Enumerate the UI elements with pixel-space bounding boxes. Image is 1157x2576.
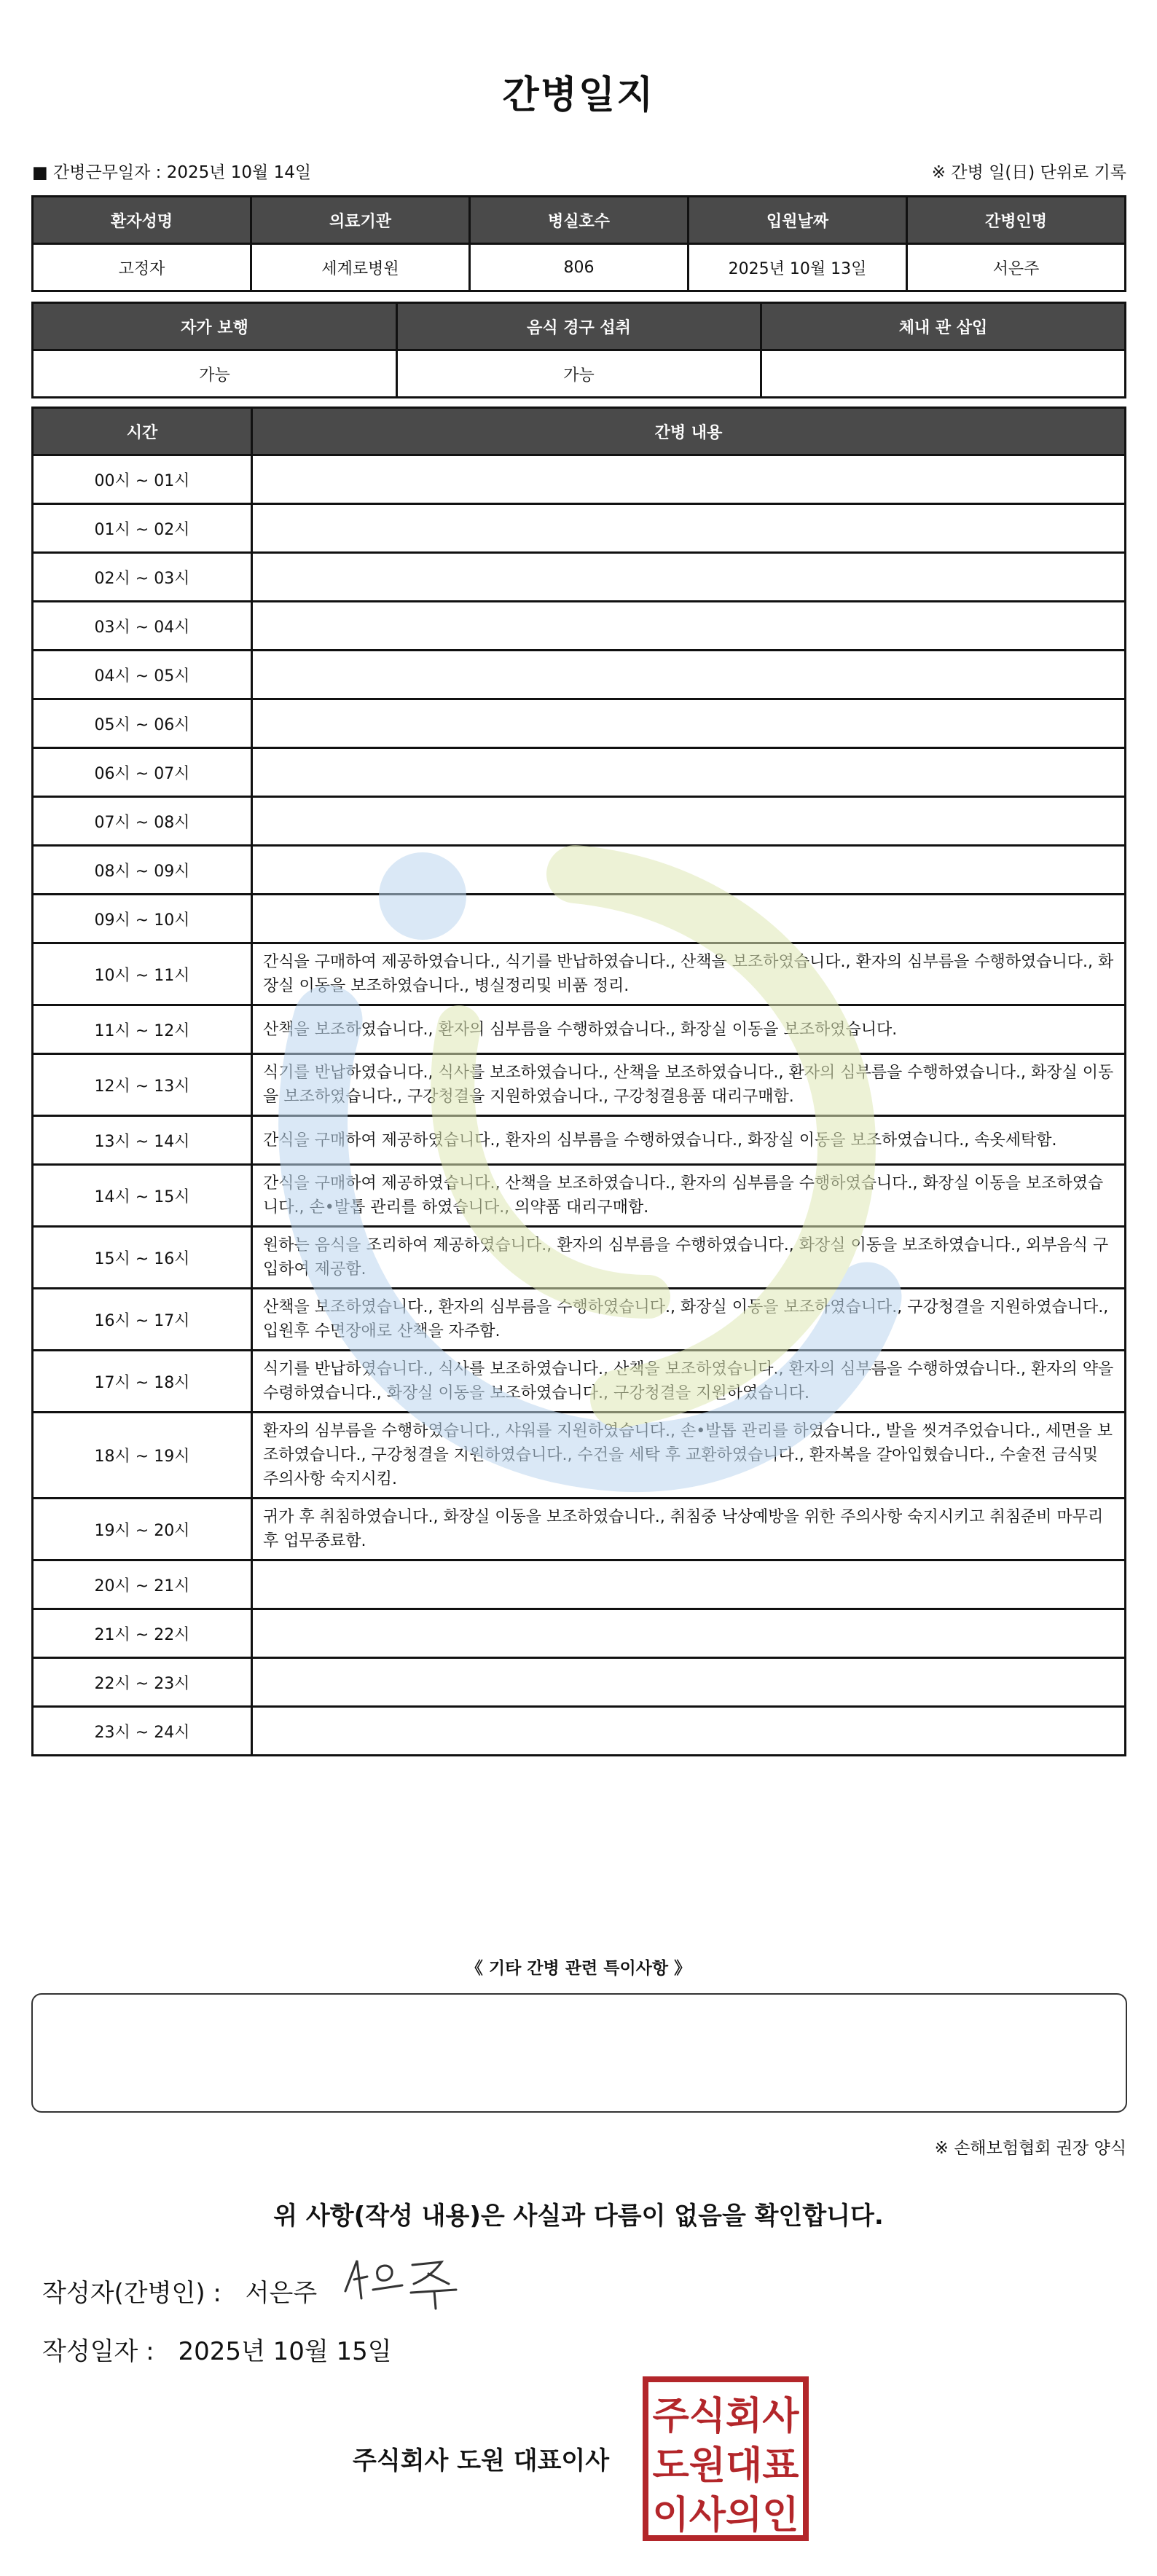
seal-line-3: 이사의인 [652, 2493, 799, 2537]
header-time: 시간 [33, 408, 252, 455]
insurer-note: ※ 손해보험협회 권장 양식 [934, 2139, 1126, 2158]
log-row [33, 895, 1126, 943]
log-content [252, 1707, 1126, 1756]
log-time: 02시 ~ 03시 [33, 553, 252, 602]
remarks-box [31, 1993, 1127, 2113]
seal-line-1: 주식회사 [652, 2394, 799, 2438]
log-content [252, 748, 1126, 797]
log-row [33, 1054, 1126, 1116]
date-label: 작성일자 : [42, 2337, 154, 2366]
confirm-statement: 위 사항(작성 내용)은 사실과 다름이 없음을 확인합니다. [273, 2202, 884, 2231]
log-content: 간식을 구매하여 제공하였습니다., 환자의 심부름을 수행하였습니다., 화장실 이동을 보조하였습니다., 속옷세탁함. [252, 1116, 1126, 1165]
log-time: 10시 ~ 11시 [33, 943, 252, 1005]
admission-date: 2025년 10월 13일 [689, 244, 907, 291]
writer-name: 서은주 [245, 2279, 318, 2308]
log-row [33, 1289, 1126, 1351]
log-content [252, 553, 1126, 602]
log-time: 14시 ~ 15시 [33, 1165, 252, 1227]
header-admission-date: 입원날짜 [689, 197, 907, 244]
header-patient-name: 환자성명 [33, 197, 251, 244]
log-content: 간식을 구매하여 제공하였습니다., 식기를 반납하였습니다., 산책을 보조하였습니다., 환자의 심부름을 수행하였습니다., 화장실 이동을 보조하였습니다., 병실정리및 비품 정리. [252, 943, 1126, 1005]
log-time: 03시 ~ 04시 [33, 602, 252, 651]
log-time: 09시 ~ 10시 [33, 895, 252, 943]
header-oral-intake: 음식 경구 섭취 [397, 303, 761, 350]
log-row [33, 1658, 1126, 1707]
log-row [33, 1560, 1126, 1609]
log-time: 16시 ~ 17시 [33, 1289, 252, 1351]
log-row [33, 1707, 1126, 1756]
log-content [252, 1658, 1126, 1707]
log-time: 06시 ~ 07시 [33, 748, 252, 797]
log-time: 05시 ~ 06시 [33, 699, 252, 748]
log-row [33, 602, 1126, 651]
oral-intake-value: 가능 [397, 350, 761, 398]
log-time: 17시 ~ 18시 [33, 1351, 252, 1413]
log-content [252, 602, 1126, 651]
room-number: 806 [470, 244, 689, 291]
log-row [33, 1351, 1126, 1413]
header-room: 병실호수 [470, 197, 689, 244]
header-care-content: 간병 내용 [252, 408, 1126, 455]
log-content [252, 1560, 1126, 1609]
log-time: 20시 ~ 21시 [33, 1560, 252, 1609]
seal-line-2: 도원대표 [652, 2443, 799, 2488]
log-row [33, 1116, 1126, 1165]
log-content [252, 651, 1126, 699]
log-row [33, 943, 1126, 1005]
remarks-title: 《 기타 간병 관련 특이사항 》 [466, 1959, 691, 1978]
unit-note: ※ 간병 일(日) 단위로 기록 [931, 163, 1126, 182]
log-row [33, 1005, 1126, 1054]
log-content [252, 1609, 1126, 1658]
log-content: 식기를 반납하였습니다., 식사를 보조하였습니다., 산책을 보조하였습니다., 환자의 심부름을 수행하였습니다., 환자의 약을 수령하였습니다., 화장실 이동을 보조하였습니다., 구강청결을 지원하였습니다. [252, 1351, 1126, 1413]
header-hospital: 의료기관 [251, 197, 470, 244]
hospital: 세계로병원 [251, 244, 470, 291]
log-time: 07시 ~ 08시 [33, 797, 252, 846]
log-row [33, 1165, 1126, 1227]
log-row [33, 846, 1126, 895]
log-content [252, 895, 1126, 943]
care-log-table [31, 407, 1126, 1756]
header-caregiver: 간병인명 [907, 197, 1126, 244]
caregiver-name: 서은주 [907, 244, 1126, 291]
log-content [252, 699, 1126, 748]
log-content [252, 455, 1126, 504]
log-row [33, 1499, 1126, 1560]
log-row [33, 748, 1126, 797]
log-content [252, 797, 1126, 846]
log-content: 간식을 구매하여 제공하였습니다., 산책을 보조하였습니다., 환자의 심부름을 수행하였습니다., 화장실 이동을 보조하였습니다., 손•발톱 관리를 하였습니다., 의약품 대리구매함. [252, 1165, 1126, 1227]
log-time: 01시 ~ 02시 [33, 504, 252, 553]
log-content: 환자의 심부름을 수행하였습니다., 샤워를 지원하였습니다., 손•발톱 관리를 하였습니다., 발을 씻겨주었습니다., 세면을 보조하였습니다., 구강청결을 지원하였습니다., 수건을 세탁 후 교환하였습니다., 환자복을 갈아입혔습니다., 수술전 금식및 주의사항 숙지시킴. [252, 1413, 1126, 1499]
header-self-walking: 자가 보행 [33, 303, 397, 350]
log-time: 19시 ~ 20시 [33, 1499, 252, 1560]
log-content: 원하는 음식을 조리하여 제공하였습니다., 환자의 심부름을 수행하였습니다., 화장실 이동을 보조하였습니다., 외부음식 구입하여 제공함. [252, 1227, 1126, 1289]
log-time: 13시 ~ 14시 [33, 1116, 252, 1165]
tube-insertion-value [761, 350, 1126, 398]
self-walking-value: 가능 [33, 350, 397, 398]
log-row [33, 1609, 1126, 1658]
date-value: 2025년 10월 15일 [178, 2337, 392, 2366]
log-time: 22시 ~ 23시 [33, 1658, 252, 1707]
log-row [33, 651, 1126, 699]
company-seal [643, 2376, 809, 2541]
log-row [33, 1227, 1126, 1289]
written-date-line [42, 2331, 392, 2367]
log-time: 21시 ~ 22시 [33, 1609, 252, 1658]
log-row [33, 797, 1126, 846]
log-row [33, 455, 1126, 504]
log-content [252, 504, 1126, 553]
log-content: 귀가 후 취침하였습니다., 화장실 이동을 보조하였습니다., 취침중 낙상예방을 위한 주의사항 숙지시키고 취침준비 마무리 후 업무종료함. [252, 1499, 1126, 1560]
page-title: 간병일지 [502, 74, 655, 117]
log-time: 00시 ~ 01시 [33, 455, 252, 504]
patient-name: 고정자 [33, 244, 251, 291]
log-time: 04시 ~ 05시 [33, 651, 252, 699]
header-tube-insertion: 체내 관 삽입 [761, 303, 1126, 350]
log-content: 산책을 보조하였습니다., 환자의 심부름을 수행하였습니다., 화장실 이동을 보조하였습니다., 구강청결을 지원하였습니다., 입원후 수면장애로 산책을 자주함. [252, 1289, 1126, 1351]
log-content: 식기를 반납하였습니다., 식사를 보조하였습니다., 산책을 보조하였습니다., 환자의 심부름을 수행하였습니다., 화장실 이동을 보조하였습니다., 구강청결을 지원하였습니다., 구강청결용품 대리구매함. [252, 1054, 1126, 1116]
log-time: 23시 ~ 24시 [33, 1707, 252, 1756]
log-row [33, 553, 1126, 602]
log-time: 11시 ~ 12시 [33, 1005, 252, 1054]
log-row [33, 699, 1126, 748]
writer-label: 작성자(간병인) : [42, 2279, 221, 2308]
writer-line [42, 2273, 317, 2309]
log-time: 18시 ~ 19시 [33, 1413, 252, 1499]
work-date: ■ 간병근무일자 : 2025년 10월 14일 [32, 163, 312, 182]
log-content [252, 846, 1126, 895]
log-time: 15시 ~ 16시 [33, 1227, 252, 1289]
patient-ability-table [31, 302, 1126, 398]
log-content: 산책을 보조하였습니다., 환자의 심부름을 수행하였습니다., 화장실 이동을 보조하였습니다. [252, 1005, 1126, 1054]
company-representative: 주식회사 도원 대표이사 [353, 2446, 610, 2475]
log-row [33, 504, 1126, 553]
log-row [33, 1413, 1126, 1499]
log-time: 08시 ~ 09시 [33, 846, 252, 895]
log-time: 12시 ~ 13시 [33, 1054, 252, 1116]
patient-info-table [31, 195, 1126, 292]
handwritten-signature [332, 2247, 478, 2313]
